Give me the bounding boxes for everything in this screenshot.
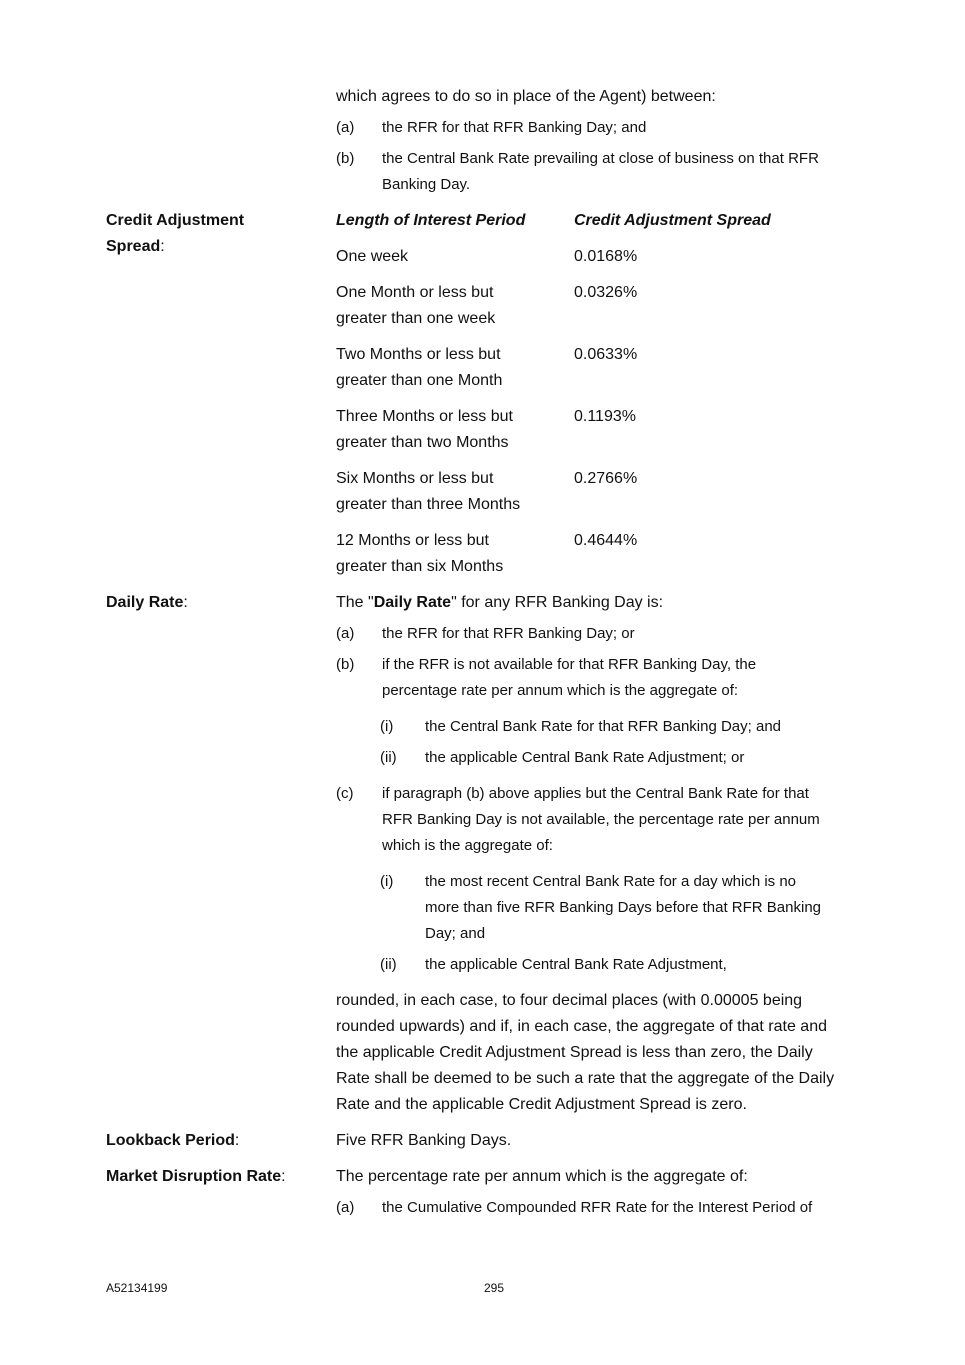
- list-item-text: if the RFR is not available for that RFR Banking Day, the: [382, 656, 757, 673]
- list-marker: (a): [336, 119, 355, 136]
- term-colon: :: [281, 1168, 286, 1185]
- continuation-lead: which agrees to do so in place of the Agent) between:: [336, 88, 716, 105]
- table-cell-spread: 0.0326%: [574, 284, 638, 301]
- term-text: Daily Rate: [106, 594, 184, 611]
- term-text: Market Disruption Rate: [106, 1168, 282, 1185]
- list-item-text: RFR Banking Day is not available, the percentage rate per annum: [382, 811, 820, 828]
- rounding-paragraph-line: Rate shall be deemed to be such a rate that the aggregate of the Daily: [336, 1070, 835, 1087]
- term-daily-rate: [106, 590, 188, 616]
- table-cell-period: greater than one week: [336, 310, 496, 327]
- rounding-paragraph-line: rounded upwards) and if, in each case, the aggregate of that rate and: [336, 1018, 827, 1035]
- list-item-text: the Central Bank Rate prevailing at close of business on that RFR: [382, 150, 819, 167]
- table-cell-spread: 0.2766%: [574, 470, 638, 487]
- sublist-item-text: the most recent Central Bank Rate for a day which is no: [425, 873, 797, 890]
- sublist-item-text: the Central Bank Rate for that RFR Banking Day; and: [425, 718, 782, 735]
- lookback-period-definition: Five RFR Banking Days.: [336, 1132, 512, 1149]
- table-cell-period: greater than two Months: [336, 434, 509, 451]
- list-marker: (a): [336, 625, 355, 642]
- intro-bold: Daily Rate: [373, 594, 452, 611]
- table-cell-period: One Month or less but: [336, 284, 494, 301]
- list-item-text: percentage rate per annum which is the aggregate of:: [382, 682, 739, 699]
- table-cell-period: Three Months or less but: [336, 408, 513, 425]
- market-disruption-rate-definition: The percentage rate per annum which is the aggregate of:: [336, 1168, 748, 1185]
- list-marker: (b): [336, 150, 355, 167]
- table-cell-spread: 0.0168%: [574, 248, 638, 265]
- daily-rate-intro: [336, 590, 663, 616]
- table-cell-period: 12 Months or less but: [336, 532, 489, 549]
- term-credit-adjustment-spread: Credit Adjustment: [106, 212, 245, 229]
- table-cell-period: Six Months or less but: [336, 470, 494, 487]
- table-header-period: Length of Interest Period: [336, 212, 526, 229]
- sublist-item-text: the applicable Central Bank Rate Adjustment; or: [425, 749, 745, 766]
- table-cell-spread: 0.0633%: [574, 346, 638, 363]
- list-item-text: the Cumulative Compounded RFR Rate for the Interest Period of: [382, 1199, 813, 1216]
- term-credit-adjustment-spread-cont: [106, 234, 165, 260]
- term-colon: :: [183, 594, 188, 611]
- term-colon: :: [160, 238, 165, 255]
- list-item-text: the RFR for that RFR Banking Day; or: [382, 625, 635, 642]
- intro-post: " for any RFR Banking Day is:: [451, 594, 664, 611]
- intro-pre: The ": [336, 594, 374, 611]
- list-item-text: Banking Day.: [382, 176, 471, 193]
- list-marker: (c): [336, 785, 354, 802]
- term-market-disruption-rate: [106, 1164, 286, 1190]
- sublist-marker: (ii): [380, 956, 397, 973]
- list-marker: (b): [336, 656, 355, 673]
- rounding-paragraph-line: Rate and the applicable Credit Adjustment Spread is zero.: [336, 1096, 747, 1113]
- table-cell-period: Two Months or less but: [336, 346, 501, 363]
- sublist-item-text: more than five RFR Banking Days before that RFR Banking: [425, 899, 822, 916]
- list-item-text: if paragraph (b) above applies but the Central Bank Rate for that: [382, 785, 809, 802]
- table-cell-spread: 0.1193%: [574, 408, 636, 425]
- table-cell-spread: 0.4644%: [574, 532, 638, 549]
- sublist-marker: (i): [380, 873, 394, 890]
- sublist-marker: (i): [380, 718, 394, 735]
- term-text: Spread: [106, 238, 161, 255]
- table-cell-period: One week: [336, 248, 409, 265]
- table-cell-period: greater than one Month: [336, 372, 503, 389]
- term-lookback-period: [106, 1128, 239, 1154]
- footer-doc-ref: A52134199: [106, 1281, 168, 1295]
- table-cell-period: greater than three Months: [336, 496, 521, 513]
- table-cell-period: greater than six Months: [336, 558, 504, 575]
- table-header-spread: Credit Adjustment Spread: [574, 212, 771, 229]
- term-colon: :: [234, 1132, 240, 1149]
- list-marker: (a): [336, 1199, 355, 1216]
- list-item-text: the RFR for that RFR Banking Day; and: [382, 119, 647, 136]
- list-item-text: which is the aggregate of:: [382, 837, 553, 854]
- term-text: Lookback Period: [106, 1132, 235, 1149]
- footer-page-number: 295: [484, 1281, 505, 1295]
- sublist-item-text: the applicable Central Bank Rate Adjustment,: [425, 956, 727, 973]
- rounding-paragraph-line: rounded, in each case, to four decimal places (with 0.00005 being: [336, 992, 803, 1009]
- rounding-paragraph-line: the applicable Credit Adjustment Spread is less than zero, the Daily: [336, 1044, 813, 1061]
- sublist-marker: (ii): [380, 749, 397, 766]
- sublist-item-text: Day; and: [425, 925, 486, 942]
